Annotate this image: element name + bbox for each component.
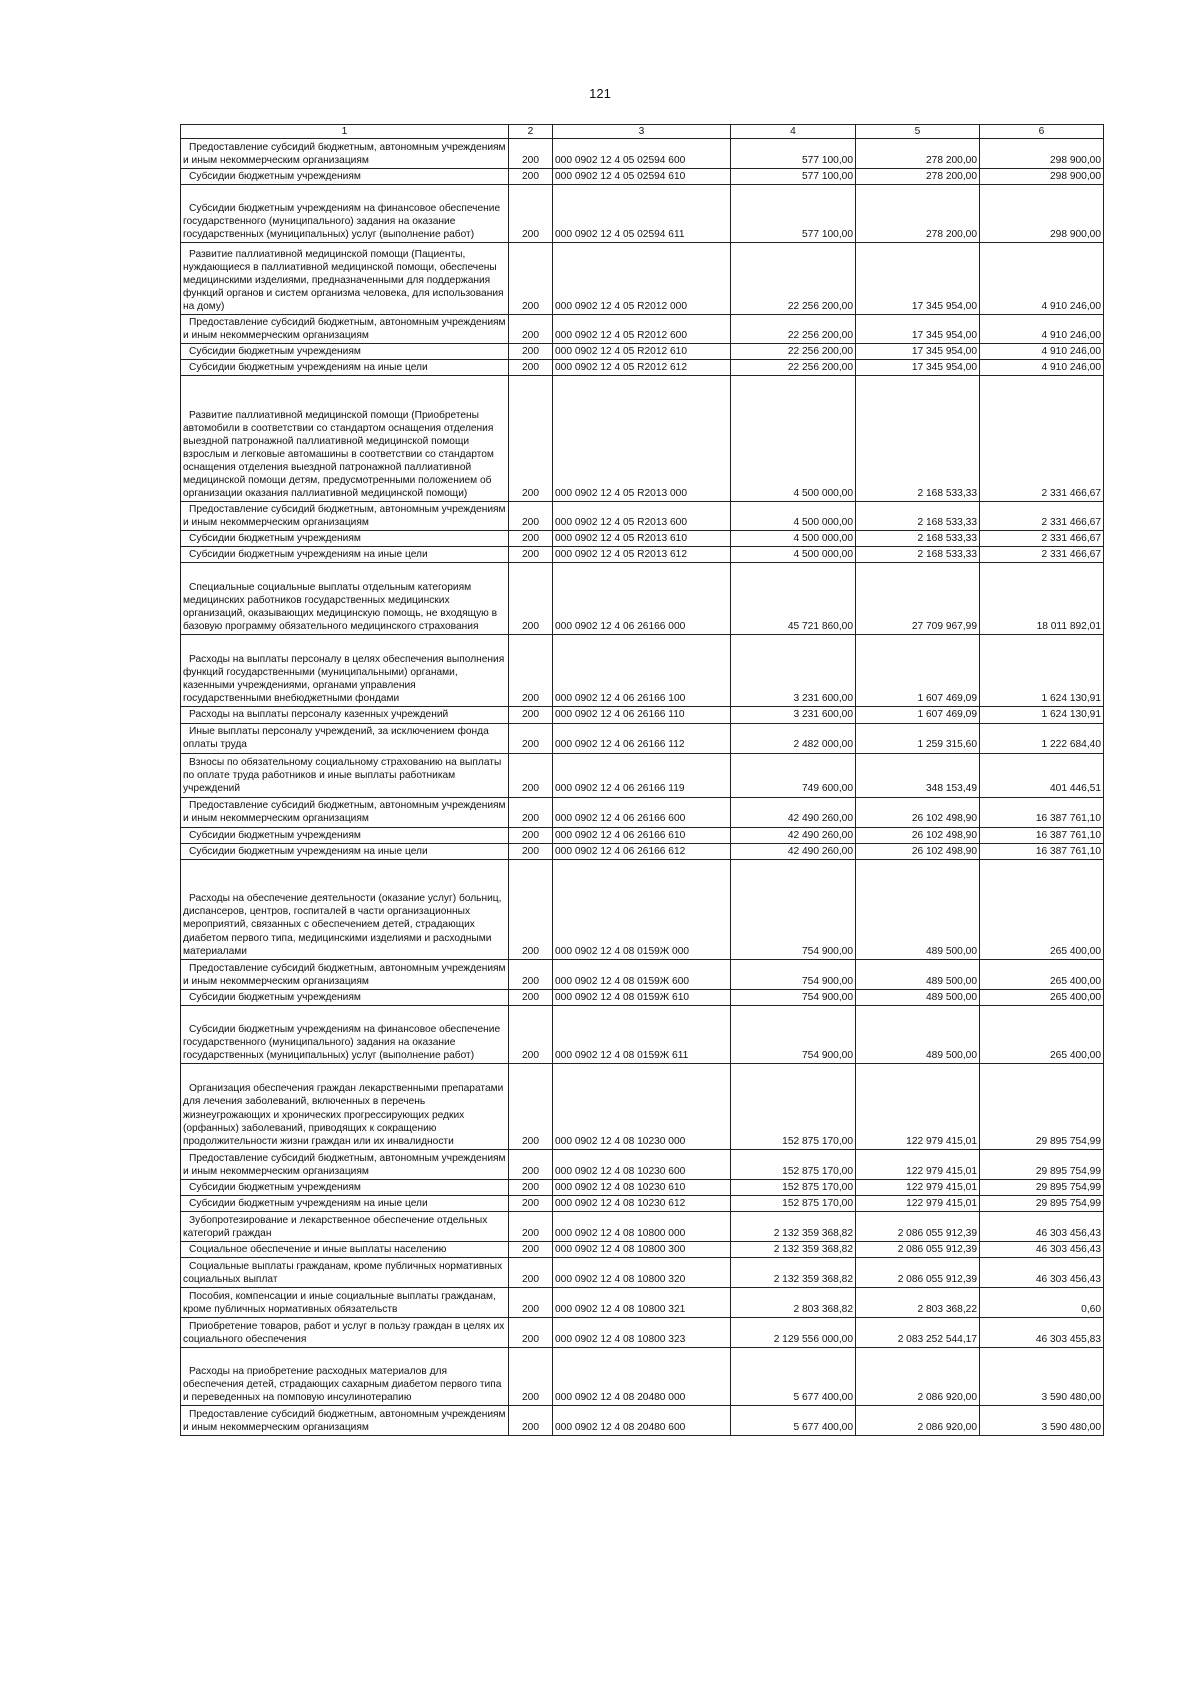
table-row (181, 1179, 1104, 1195)
row-name-cell: Социальное обеспечение и иные выплаты населению (181, 1241, 509, 1257)
row-section-cell: 200 (509, 723, 553, 753)
row-value-6-cell: 29 895 754,99 (980, 1179, 1104, 1195)
row-section-cell: 200 (509, 989, 553, 1005)
row-code-cell: 000 0902 12 4 05 R2012 600 (553, 315, 731, 344)
table-row (181, 360, 1104, 376)
row-name-cell: Предоставление субсидий бюджетным, автономным учреждениям и иным некоммерческим организациям (181, 1405, 509, 1435)
row-value-5-cell: 489 500,00 (856, 989, 980, 1005)
row-value-6-cell: 265 400,00 (980, 989, 1104, 1005)
row-code-cell: 000 0902 12 4 08 0159Ж 600 (553, 959, 731, 989)
table-header-row (181, 125, 1104, 139)
row-name-cell: Субсидии бюджетным учреждениям на иные цели (181, 1195, 509, 1211)
table-row (181, 843, 1104, 859)
row-name-cell: Предоставление субсидий бюджетным, автономным учреждениям и иным некоммерческим организациям (181, 502, 509, 531)
row-value-5-cell: 2 168 533,33 (856, 531, 980, 547)
row-section-cell: 200 (509, 1317, 553, 1347)
row-value-5-cell: 1 259 315,60 (856, 723, 980, 753)
row-name-cell: Организация обеспечения граждан лекарственными препаратами для лечения заболеваний, включенных в перечень жизнеугрожающих и хронических прогрессирующих редких (орфанных) заболеваний, приводящих к сокращению продолжительности жизни граждан или их инвалидности (181, 1063, 509, 1149)
row-section-cell: 200 (509, 959, 553, 989)
row-name-cell: Субсидии бюджетным учреждениям (181, 169, 509, 185)
row-section-cell: 200 (509, 531, 553, 547)
row-value-5-cell: 278 200,00 (856, 139, 980, 169)
row-code-cell: 000 0902 12 4 08 0159Ж 000 (553, 859, 731, 959)
row-value-5-cell: 17 345 954,00 (856, 243, 980, 315)
row-name-cell: Развитие паллиативной медицинской помощи (Приобретены автомобили в соответствии со стандартом оснащения отделения выездной патронажной паллиативной медицинской помощи взрослым и легковые автомашины в соответствии со стандартом оснащения отделения выездной патронажной паллиативной медицинской помощи детям, предусмотренными положением об организации оказания паллиативной медицинской помощи) (181, 376, 509, 502)
table-row (181, 1241, 1104, 1257)
row-value-6-cell: 298 900,00 (980, 169, 1104, 185)
row-value-4-cell: 22 256 200,00 (731, 360, 856, 376)
row-code-cell: 000 0902 12 4 05 R2012 610 (553, 344, 731, 360)
row-code-cell: 000 0902 12 4 06 26166 119 (553, 753, 731, 797)
row-code-cell: 000 0902 12 4 05 02594 600 (553, 139, 731, 169)
row-code-cell: 000 0902 12 4 06 26166 110 (553, 707, 731, 723)
row-name-cell: Расходы на выплаты персоналу казенных учреждений (181, 707, 509, 723)
row-value-6-cell: 46 303 456,43 (980, 1241, 1104, 1257)
row-section-cell: 200 (509, 1063, 553, 1149)
row-code-cell: 000 0902 12 4 08 10230 612 (553, 1195, 731, 1211)
table-row (181, 1317, 1104, 1347)
row-value-5-cell: 2 168 533,33 (856, 376, 980, 502)
row-section-cell: 200 (509, 185, 553, 243)
table-row (181, 1149, 1104, 1179)
row-code-cell: 000 0902 12 4 05 02594 610 (553, 169, 731, 185)
row-value-5-cell: 2 083 252 544,17 (856, 1317, 980, 1347)
table-row (181, 635, 1104, 707)
row-value-6-cell: 3 590 480,00 (980, 1347, 1104, 1405)
row-value-6-cell: 4 910 246,00 (980, 315, 1104, 344)
row-code-cell: 000 0902 12 4 08 10800 323 (553, 1317, 731, 1347)
row-section-cell: 200 (509, 376, 553, 502)
row-value-4-cell: 754 900,00 (731, 989, 856, 1005)
column-header-4: 4 (731, 125, 856, 139)
table-row (181, 344, 1104, 360)
row-value-6-cell: 2 331 466,67 (980, 547, 1104, 563)
column-header-1: 1 (181, 125, 509, 139)
table-row (181, 1405, 1104, 1435)
row-value-5-cell: 1 607 469,09 (856, 707, 980, 723)
page-number: 121 (589, 86, 611, 101)
table-row (181, 1257, 1104, 1287)
row-value-4-cell: 152 875 170,00 (731, 1179, 856, 1195)
row-code-cell: 000 0902 12 4 08 10230 610 (553, 1179, 731, 1195)
row-value-4-cell: 22 256 200,00 (731, 344, 856, 360)
table-row (181, 827, 1104, 843)
row-value-4-cell: 577 100,00 (731, 185, 856, 243)
row-value-4-cell: 2 132 359 368,82 (731, 1211, 856, 1241)
row-value-4-cell: 3 231 600,00 (731, 707, 856, 723)
row-value-4-cell: 2 803 368,82 (731, 1287, 856, 1317)
table-row (181, 989, 1104, 1005)
row-value-5-cell: 2 168 533,33 (856, 502, 980, 531)
row-value-6-cell: 46 303 456,43 (980, 1257, 1104, 1287)
row-section-cell: 200 (509, 169, 553, 185)
row-code-cell: 000 0902 12 4 08 0159Ж 610 (553, 989, 731, 1005)
row-value-5-cell: 1 607 469,09 (856, 635, 980, 707)
table-row (181, 563, 1104, 635)
table-row (181, 547, 1104, 563)
table-row (181, 797, 1104, 827)
column-header-2: 2 (509, 125, 553, 139)
row-value-5-cell: 489 500,00 (856, 1005, 980, 1063)
row-code-cell: 000 0902 12 4 08 20480 600 (553, 1405, 731, 1435)
row-value-5-cell: 17 345 954,00 (856, 344, 980, 360)
row-name-cell: Предоставление субсидий бюджетным, автономным учреждениям и иным некоммерческим организациям (181, 959, 509, 989)
row-value-4-cell: 4 500 000,00 (731, 376, 856, 502)
row-code-cell: 000 0902 12 4 06 26166 610 (553, 827, 731, 843)
row-section-cell: 200 (509, 859, 553, 959)
row-section-cell: 200 (509, 797, 553, 827)
row-section-cell: 200 (509, 139, 553, 169)
row-value-6-cell: 1 222 684,40 (980, 723, 1104, 753)
row-code-cell: 000 0902 12 4 08 10230 000 (553, 1063, 731, 1149)
row-value-6-cell: 4 910 246,00 (980, 243, 1104, 315)
row-value-4-cell: 2 132 359 368,82 (731, 1241, 856, 1257)
row-section-cell: 200 (509, 1211, 553, 1241)
row-value-6-cell: 4 910 246,00 (980, 344, 1104, 360)
row-value-6-cell: 46 303 455,83 (980, 1317, 1104, 1347)
row-name-cell: Субсидии бюджетным учреждениям (181, 344, 509, 360)
row-code-cell: 000 0902 12 4 05 R2012 612 (553, 360, 731, 376)
row-value-5-cell: 489 500,00 (856, 859, 980, 959)
row-value-6-cell: 18 011 892,01 (980, 563, 1104, 635)
row-value-6-cell: 1 624 130,91 (980, 635, 1104, 707)
row-value-5-cell: 278 200,00 (856, 169, 980, 185)
row-value-5-cell: 122 979 415,01 (856, 1063, 980, 1149)
table-row (181, 185, 1104, 243)
row-name-cell: Субсидии бюджетным учреждениям (181, 989, 509, 1005)
row-value-4-cell: 2 129 556 000,00 (731, 1317, 856, 1347)
row-value-4-cell: 3 231 600,00 (731, 635, 856, 707)
row-value-4-cell: 577 100,00 (731, 169, 856, 185)
row-code-cell: 000 0902 12 4 06 26166 100 (553, 635, 731, 707)
row-value-4-cell: 42 490 260,00 (731, 843, 856, 859)
table-row (181, 753, 1104, 797)
row-section-cell: 200 (509, 1149, 553, 1179)
row-name-cell: Расходы на выплаты персоналу в целях обеспечения выполнения функций государственными (муниципальными) органами, казенными учреждениями, органами управления государственными внебюджетными фондами (181, 635, 509, 707)
table-row (181, 1195, 1104, 1211)
row-section-cell: 200 (509, 1195, 553, 1211)
row-name-cell: Социальные выплаты гражданам, кроме публичных нормативных социальных выплат (181, 1257, 509, 1287)
row-value-4-cell: 4 500 000,00 (731, 502, 856, 531)
row-section-cell: 200 (509, 1005, 553, 1063)
table-body (181, 139, 1104, 1436)
row-section-cell: 200 (509, 827, 553, 843)
row-name-cell: Субсидии бюджетным учреждениям (181, 531, 509, 547)
row-value-6-cell: 265 400,00 (980, 959, 1104, 989)
row-value-4-cell: 4 500 000,00 (731, 547, 856, 563)
table-row (181, 315, 1104, 344)
row-section-cell: 200 (509, 1287, 553, 1317)
row-value-6-cell: 16 387 761,10 (980, 827, 1104, 843)
row-name-cell: Расходы на обеспечение деятельности (оказание услуг) больниц, диспансеров, центров, госпиталей в части организационных мероприятий, связанных с обеспечением детей, страдающих диабетом первого типа, медицинскими изделиями и расходными материалами (181, 859, 509, 959)
row-value-5-cell: 278 200,00 (856, 185, 980, 243)
row-value-4-cell: 45 721 860,00 (731, 563, 856, 635)
row-value-4-cell: 754 900,00 (731, 959, 856, 989)
row-section-cell: 200 (509, 635, 553, 707)
row-code-cell: 000 0902 12 4 05 R2012 000 (553, 243, 731, 315)
row-value-5-cell: 348 153,49 (856, 753, 980, 797)
row-name-cell: Субсидии бюджетным учреждениям на финансовое обеспечение государственного (муниципального) задания на оказание государственных (муниципальных) услуг (выполнение работ) (181, 1005, 509, 1063)
row-value-6-cell: 1 624 130,91 (980, 707, 1104, 723)
column-header-5: 5 (856, 125, 980, 139)
column-header-3: 3 (553, 125, 731, 139)
row-value-6-cell: 4 910 246,00 (980, 360, 1104, 376)
row-name-cell: Предоставление субсидий бюджетным, автономным учреждениям и иным некоммерческим организациям (181, 1149, 509, 1179)
row-section-cell: 200 (509, 315, 553, 344)
row-section-cell: 200 (509, 1241, 553, 1257)
row-value-6-cell: 29 895 754,99 (980, 1149, 1104, 1179)
row-value-5-cell: 17 345 954,00 (856, 315, 980, 344)
row-section-cell: 200 (509, 563, 553, 635)
row-value-4-cell: 5 677 400,00 (731, 1347, 856, 1405)
row-value-6-cell: 265 400,00 (980, 859, 1104, 959)
row-value-6-cell: 46 303 456,43 (980, 1211, 1104, 1241)
row-value-6-cell: 2 331 466,67 (980, 376, 1104, 502)
row-code-cell: 000 0902 12 4 06 26166 112 (553, 723, 731, 753)
row-section-cell: 200 (509, 547, 553, 563)
table-row (181, 1347, 1104, 1405)
table-row (181, 707, 1104, 723)
row-code-cell: 000 0902 12 4 08 10800 300 (553, 1241, 731, 1257)
row-name-cell: Предоставление субсидий бюджетным, автономным учреждениям и иным некоммерческим организациям (181, 139, 509, 169)
row-value-6-cell: 16 387 761,10 (980, 797, 1104, 827)
row-name-cell: Субсидии бюджетным учреждениям на иные цели (181, 843, 509, 859)
row-code-cell: 000 0902 12 4 06 26166 612 (553, 843, 731, 859)
row-value-5-cell: 26 102 498,90 (856, 827, 980, 843)
row-name-cell: Субсидии бюджетным учреждениям на финансовое обеспечение государственного (муниципального) задания на оказание государственных (муниципальных) услуг (выполнение работ) (181, 185, 509, 243)
row-value-4-cell: 4 500 000,00 (731, 531, 856, 547)
row-code-cell: 000 0902 12 4 05 R2013 612 (553, 547, 731, 563)
row-value-4-cell: 5 677 400,00 (731, 1405, 856, 1435)
row-section-cell: 200 (509, 502, 553, 531)
row-value-6-cell: 0,60 (980, 1287, 1104, 1317)
row-code-cell: 000 0902 12 4 08 10800 320 (553, 1257, 731, 1287)
row-name-cell: Субсидии бюджетным учреждениям (181, 1179, 509, 1195)
row-value-4-cell: 152 875 170,00 (731, 1195, 856, 1211)
row-value-5-cell: 489 500,00 (856, 959, 980, 989)
row-name-cell: Специальные социальные выплаты отдельным категориям медицинских работников государственных медицинских организаций, оказывающих медицинскую помощь, не входящую в базовую программу обязательного медицинского страхования (181, 563, 509, 635)
row-value-4-cell: 2 132 359 368,82 (731, 1257, 856, 1287)
row-code-cell: 000 0902 12 4 08 0159Ж 611 (553, 1005, 731, 1063)
row-name-cell: Пособия, компенсации и иные социальные выплаты гражданам, кроме публичных нормативных обязательств (181, 1287, 509, 1317)
row-value-5-cell: 2 803 368,22 (856, 1287, 980, 1317)
row-code-cell: 000 0902 12 4 06 26166 000 (553, 563, 731, 635)
row-value-5-cell: 2 086 055 912,39 (856, 1211, 980, 1241)
row-name-cell: Предоставление субсидий бюджетным, автономным учреждениям и иным некоммерческим организациям (181, 797, 509, 827)
table-row (181, 376, 1104, 502)
row-value-5-cell: 2 086 055 912,39 (856, 1241, 980, 1257)
row-section-cell: 200 (509, 1179, 553, 1195)
row-name-cell: Расходы на приобретение расходных материалов для обеспечения детей, страдающих сахарным диабетом первого типа и переведенных на помповую инсулинотерапию (181, 1347, 509, 1405)
row-code-cell: 000 0902 12 4 08 10800 000 (553, 1211, 731, 1241)
row-name-cell: Приобретение товаров, работ и услуг в пользу граждан в целях их социального обеспечения (181, 1317, 509, 1347)
row-section-cell: 200 (509, 843, 553, 859)
row-code-cell: 000 0902 12 4 08 10230 600 (553, 1149, 731, 1179)
table-row (181, 531, 1104, 547)
row-value-4-cell: 42 490 260,00 (731, 827, 856, 843)
row-value-5-cell: 26 102 498,90 (856, 797, 980, 827)
row-code-cell: 000 0902 12 4 05 R2013 600 (553, 502, 731, 531)
row-value-5-cell: 2 168 533,33 (856, 547, 980, 563)
row-value-5-cell: 2 086 055 912,39 (856, 1257, 980, 1287)
row-value-6-cell: 298 900,00 (980, 185, 1104, 243)
row-value-4-cell: 152 875 170,00 (731, 1149, 856, 1179)
table-row (181, 169, 1104, 185)
row-code-cell: 000 0902 12 4 06 26166 600 (553, 797, 731, 827)
table-row (181, 859, 1104, 959)
row-value-5-cell: 17 345 954,00 (856, 360, 980, 376)
row-name-cell: Субсидии бюджетным учреждениям на иные цели (181, 360, 509, 376)
row-section-cell: 200 (509, 344, 553, 360)
table-row (181, 1211, 1104, 1241)
row-value-4-cell: 22 256 200,00 (731, 315, 856, 344)
row-section-cell: 200 (509, 360, 553, 376)
row-name-cell: Субсидии бюджетным учреждениям (181, 827, 509, 843)
row-code-cell: 000 0902 12 4 05 02594 611 (553, 185, 731, 243)
table-row (181, 1063, 1104, 1149)
table-row (181, 1287, 1104, 1317)
row-name-cell: Взносы по обязательному социальному страхованию на выплаты по оплате труда работников и иные выплаты работникам учреждений (181, 753, 509, 797)
row-code-cell: 000 0902 12 4 05 R2013 000 (553, 376, 731, 502)
table-row (181, 959, 1104, 989)
row-value-4-cell: 2 482 000,00 (731, 723, 856, 753)
row-value-6-cell: 298 900,00 (980, 139, 1104, 169)
row-name-cell: Зубопротезирование и лекарственное обеспечение отдельных категорий граждан (181, 1211, 509, 1241)
row-value-5-cell: 122 979 415,01 (856, 1195, 980, 1211)
row-section-cell: 200 (509, 243, 553, 315)
row-value-5-cell: 2 086 920,00 (856, 1405, 980, 1435)
row-value-6-cell: 265 400,00 (980, 1005, 1104, 1063)
row-value-6-cell: 16 387 761,10 (980, 843, 1104, 859)
row-value-4-cell: 42 490 260,00 (731, 797, 856, 827)
row-name-cell: Предоставление субсидий бюджетным, автономным учреждениям и иным некоммерческим организациям (181, 315, 509, 344)
row-value-5-cell: 26 102 498,90 (856, 843, 980, 859)
row-value-5-cell: 27 709 967,99 (856, 563, 980, 635)
budget-table (180, 124, 1104, 1436)
row-value-4-cell: 754 900,00 (731, 1005, 856, 1063)
column-header-6: 6 (980, 125, 1104, 139)
row-code-cell: 000 0902 12 4 08 10800 321 (553, 1287, 731, 1317)
row-section-cell: 200 (509, 1347, 553, 1405)
row-value-6-cell: 401 446,51 (980, 753, 1104, 797)
row-value-6-cell: 3 590 480,00 (980, 1405, 1104, 1435)
row-code-cell: 000 0902 12 4 05 R2013 610 (553, 531, 731, 547)
table-row (181, 502, 1104, 531)
row-value-5-cell: 122 979 415,01 (856, 1179, 980, 1195)
row-name-cell: Иные выплаты персоналу учреждений, за исключением фонда оплаты труда (181, 723, 509, 753)
row-value-6-cell: 29 895 754,99 (980, 1195, 1104, 1211)
table-row (181, 243, 1104, 315)
row-name-cell: Субсидии бюджетным учреждениям на иные цели (181, 547, 509, 563)
row-value-4-cell: 754 900,00 (731, 859, 856, 959)
row-value-4-cell: 577 100,00 (731, 139, 856, 169)
row-value-4-cell: 152 875 170,00 (731, 1063, 856, 1149)
row-section-cell: 200 (509, 1257, 553, 1287)
row-value-6-cell: 2 331 466,67 (980, 531, 1104, 547)
row-section-cell: 200 (509, 707, 553, 723)
row-code-cell: 000 0902 12 4 08 20480 000 (553, 1347, 731, 1405)
table-row (181, 139, 1104, 169)
table-row (181, 723, 1104, 753)
row-section-cell: 200 (509, 753, 553, 797)
row-value-5-cell: 122 979 415,01 (856, 1149, 980, 1179)
row-value-6-cell: 2 331 466,67 (980, 502, 1104, 531)
row-section-cell: 200 (509, 1405, 553, 1435)
row-value-4-cell: 22 256 200,00 (731, 243, 856, 315)
row-value-6-cell: 29 895 754,99 (980, 1063, 1104, 1149)
table-row (181, 1005, 1104, 1063)
row-value-4-cell: 749 600,00 (731, 753, 856, 797)
row-name-cell: Развитие паллиативной медицинской помощи (Пациенты, нуждающиеся в паллиативной медицинской помощи, обеспечены медицинскими изделиями, предназначенными для поддержания функций органов и систем организма человека, для использования на дому) (181, 243, 509, 315)
row-value-5-cell: 2 086 920,00 (856, 1347, 980, 1405)
